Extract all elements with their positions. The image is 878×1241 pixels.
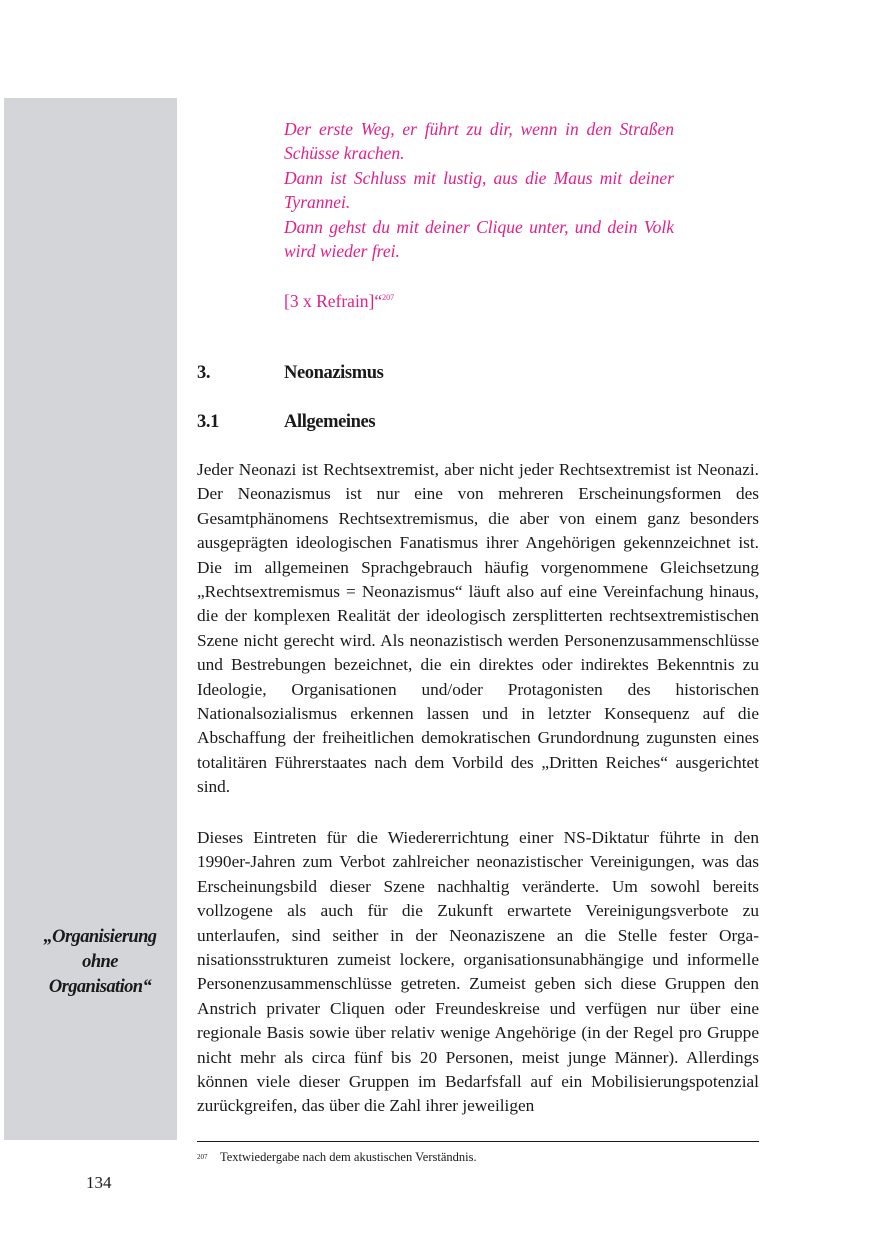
footnote-text: Textwiedergabe nach dem akustischen Verständnis. [220, 1150, 477, 1164]
margin-note [30, 925, 170, 1000]
lyrics-line: Der erste Weg, er führt zu dir, wenn in den Straßen Schüsse krachen. [284, 119, 674, 164]
margin-note-line: ohne [82, 952, 118, 972]
section-number: 3. [197, 363, 211, 383]
section-title: Neonazismus [284, 363, 384, 383]
footnote-number: 207 [197, 1153, 208, 1161]
body-paragraph: Dieses Eintreten für die Wiedererrichtung einer NS-Diktatur führte in den 1990er-Jahren zum Verbot zahlreicher neonazistischer Vereinigungen, was das Erscheinungsbild dieser Szene nachhaltig veränderte. Um sowohl bereits vollzogene als auch für die Zukunft erwartete Vereinigungsverbote zu unterlaufen, sind seither in der Neonaziszene an die Stelle fester Organisationsstrukturen zumeist lockere, organisationsunabhängige und informelle Personenzusammenschlüsse getreten. Zumeist geben sich diese Gruppen den Anstrich privater Cliquen oder Freundeskreise und verfügen nur über eine regionale Basis sowie über relativ wenige Angehörige (in der Regel pro Gruppe nicht mehr als circa fünf bis 20 Personen, meist junge Männer). Allerdings können viele dieser Gruppen im Bedarfsfall auf ein Mobilisierungspotenzial zurückgreifen, das über die Zahl ihrer jeweiligen [197, 828, 759, 1116]
footnote [197, 1149, 477, 1165]
page-number: 134 [86, 1173, 112, 1192]
subsection-title: Allgemeines [284, 412, 376, 432]
lyrics-line: Dann ist Schluss mit lustig, aus die Maus mit deiner Tyrannei. [284, 167, 674, 213]
subsection-number: 3.1 [197, 412, 219, 432]
song-lyrics [284, 117, 674, 263]
footnote-divider [197, 1141, 759, 1142]
lyrics-line: Dann gehst du mit deiner Clique unter, und dein Volk wird wieder frei. [284, 216, 674, 262]
margin-note-line: „Organisierung [43, 927, 157, 947]
footnote-reference[interactable]: 207 [382, 293, 395, 303]
lyrics-refrain [284, 289, 394, 313]
body-paragraph: Jeder Neonazi ist Rechtsextremist, aber nicht jeder Rechtsextremist ist Neonazi. Der Neonazismus ist nur eine von mehreren Erscheinungsformen des Gesamtphänomens Rechtsextremismus, die aber von einem ganz besonders ausgeprägten ideologischen Fanatismus ihrer Angehörigen gekennzeichnet ist. Die im allgemeinen Sprachgebrauch häufig vorgenommene Gleichsetzung „Rechtsextremismus = Neonazismus“ läuft also auf eine Vereinfachung hinaus, die der komplexen Realität der ideologisch zersplitterten rechtsextremistischen Szene nicht gerecht wird. Als neonazistisch werden Personenzusammenschlüsse und Bestrebungen bezeichnet, die ein direktes oder indirektes Bekenntnis zu Ideologie, Organisationen und/oder Protagonisten des historischen Nationalsozialismus erkennen lassen und in letzter Konsequenz auf die Abschaffung der freiheitlichen demokratischen Grundordnung zugunsten eines totalitären Führerstaates nach dem Vorbild des „Dritten Reiches“ ausgerichtet sind. [197, 460, 759, 797]
refrain-text: [3 x Refrain]“ [284, 291, 383, 311]
subsection-heading [197, 410, 375, 434]
margin-note-line: Organisation“ [48, 977, 152, 997]
section-heading [197, 361, 383, 385]
